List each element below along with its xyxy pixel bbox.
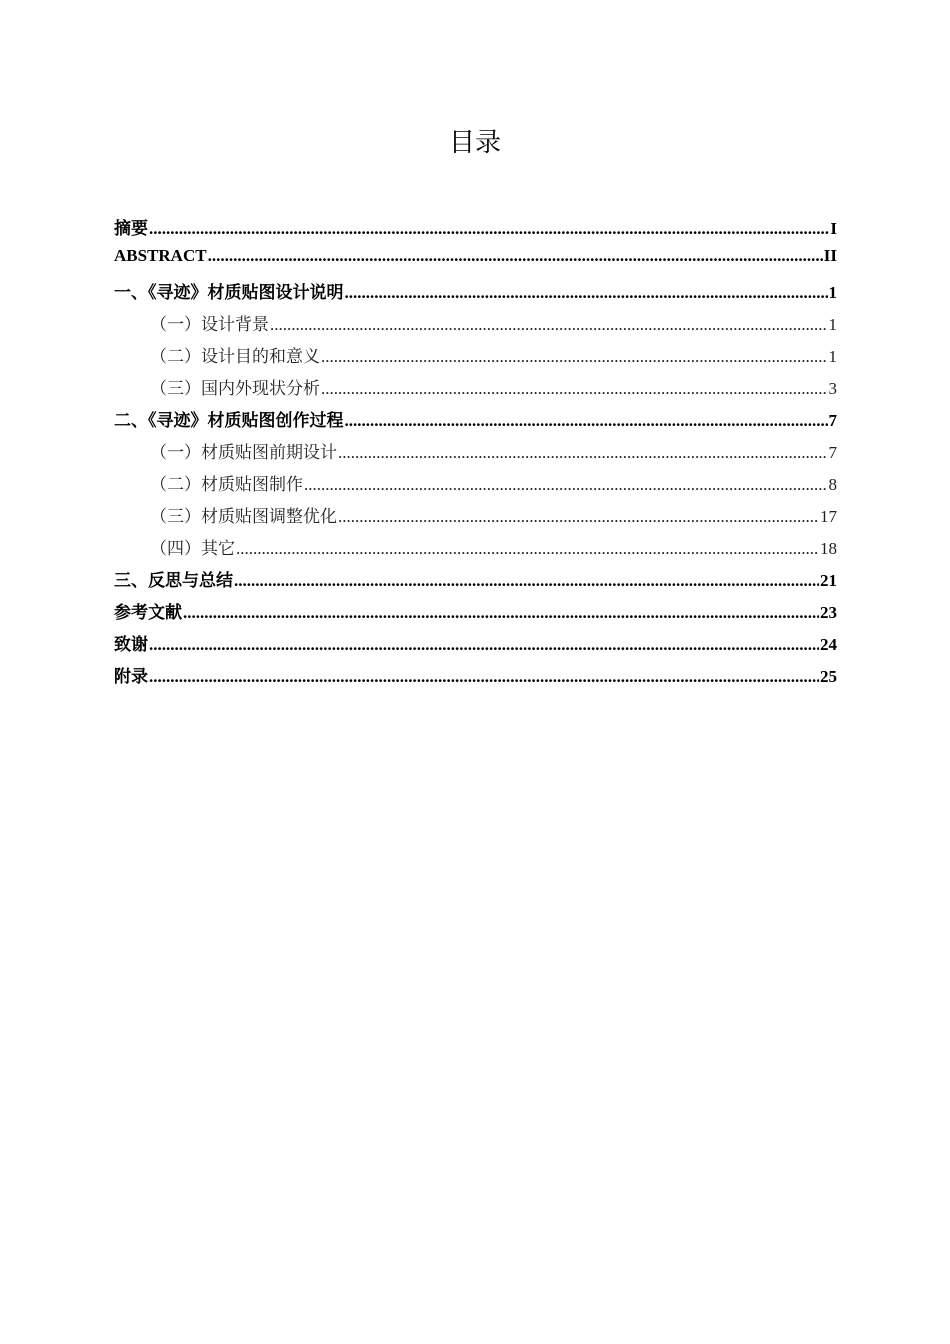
toc-entry[interactable]: [114, 438, 837, 470]
toc-leader-dots: [183, 603, 819, 623]
toc-entry[interactable]: [114, 502, 837, 534]
toc-entry-page: 3: [828, 379, 837, 398]
toc-entry[interactable]: [114, 374, 837, 406]
toc-entry[interactable]: [114, 566, 837, 598]
toc-entry-page: 8: [828, 475, 837, 494]
toc-leader-dots: [338, 507, 819, 527]
page-title: 目录: [448, 128, 501, 158]
toc-entry-page: 21: [820, 571, 837, 590]
toc-entry-label: （一）设计背景: [150, 315, 269, 334]
toc-entry[interactable]: [114, 246, 837, 278]
toc-entry-page: II: [823, 246, 837, 265]
toc-entry[interactable]: [114, 214, 837, 246]
toc-entry-page: I: [830, 219, 837, 238]
toc-entry-label: （二）设计目的和意义: [150, 347, 320, 366]
toc-leader-dots: [208, 246, 823, 266]
toc-entry-label: 摘要: [114, 219, 148, 238]
toc-leader-dots: [149, 635, 819, 655]
toc-entry[interactable]: [114, 342, 837, 374]
toc-entry-label: 附录: [114, 667, 148, 686]
toc-leader-dots: [304, 475, 828, 495]
table-of-contents: [114, 214, 837, 694]
toc-leader-dots: [321, 347, 828, 367]
toc-leader-dots: [149, 219, 829, 239]
toc-entry[interactable]: [114, 470, 837, 502]
toc-leader-dots: [338, 443, 828, 463]
toc-entry-page: 17: [820, 507, 837, 526]
toc-entry-page: 1: [828, 347, 837, 366]
toc-entry-label: 参考文献: [114, 603, 182, 622]
toc-entry-page: 25: [820, 667, 837, 686]
toc-entry[interactable]: [114, 598, 837, 630]
toc-entry-label: ABSTRACT: [114, 246, 207, 265]
toc-entry-label: （三）材质贴图调整优化: [150, 507, 337, 526]
toc-entry-page: 18: [820, 539, 837, 558]
toc-entry-label: 一、《寻迹》材质贴图设计说明: [114, 283, 344, 302]
toc-entry[interactable]: [114, 310, 837, 342]
toc-leader-dots: [149, 667, 819, 687]
toc-entry[interactable]: [114, 662, 837, 694]
toc-leader-dots: [270, 315, 828, 335]
toc-entry-label: 三、反思与总结: [114, 571, 233, 590]
toc-entry-label: （四）其它: [150, 539, 235, 558]
toc-leader-dots: [234, 571, 819, 591]
toc-entry-page: 1: [828, 283, 837, 302]
toc-entry[interactable]: [114, 278, 837, 310]
toc-entry-page: 1: [828, 315, 837, 334]
toc-leader-dots: [321, 379, 828, 399]
toc-leader-dots: [345, 411, 828, 431]
toc-leader-dots: [236, 539, 819, 559]
toc-entry-page: 23: [820, 603, 837, 622]
toc-entry-page: 7: [828, 443, 837, 462]
toc-entry[interactable]: [114, 630, 837, 662]
toc-entry-label: （一）材质贴图前期设计: [150, 443, 337, 462]
toc-entry-label: 二、《寻迹》材质贴图创作过程: [114, 411, 344, 430]
toc-entry-page: 7: [828, 411, 837, 430]
toc-entry-label: 致谢: [114, 635, 148, 654]
toc-entry-page: 24: [820, 635, 837, 654]
toc-entry-label: （二）材质贴图制作: [150, 475, 303, 494]
toc-entry-label: （三）国内外现状分析: [150, 379, 320, 398]
toc-entry[interactable]: [114, 406, 837, 438]
toc-leader-dots: [345, 283, 828, 303]
toc-entry[interactable]: [114, 534, 837, 566]
